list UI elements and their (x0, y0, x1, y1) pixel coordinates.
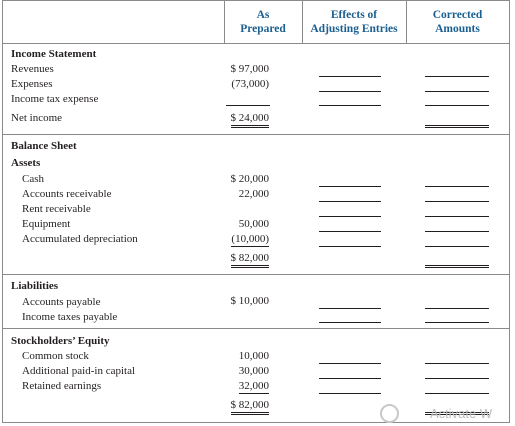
section-divider (3, 274, 509, 275)
corrected-blank[interactable] (425, 308, 489, 309)
revenues-label: Revenues (11, 63, 54, 75)
expenses-amount: (73,000) (231, 78, 269, 90)
corrected-blank[interactable] (425, 246, 489, 247)
cash-amount: $ 20,000 (230, 173, 269, 185)
accounts-receivable-label: Accounts receivable (22, 188, 112, 200)
header-divider (3, 43, 509, 44)
common-stock-amount: 10,000 (238, 350, 269, 362)
net-income-amount: $ 24,000 (231, 112, 270, 128)
corrected-blank[interactable] (425, 91, 489, 92)
worksheet-table (2, 0, 510, 423)
adjustment-blank[interactable] (319, 216, 381, 217)
adjustment-blank[interactable] (319, 393, 381, 394)
activation-watermark: Activate W (430, 406, 493, 421)
additional-paid-in-capital-amount: 30,000 (238, 365, 269, 377)
section-divider (3, 134, 509, 135)
total-assets-amount: $ 82,000 (231, 252, 270, 268)
equipment-label: Equipment (22, 218, 71, 230)
corrected-total-blank[interactable] (425, 125, 489, 128)
adjustment-blank[interactable] (319, 378, 381, 379)
total-liabilities-equity-amount: $ 82,000 (231, 399, 270, 415)
column-header-as-prepared: As Prepared (240, 9, 286, 35)
corrected-blank[interactable] (425, 186, 489, 187)
liabilities-heading: Liabilities (11, 280, 59, 292)
revenues-amount: $ 97,000 (230, 63, 269, 75)
adjustment-blank[interactable] (319, 105, 381, 106)
adjustment-blank[interactable] (319, 231, 381, 232)
adjustment-blank[interactable] (319, 308, 381, 309)
cash-label: Cash (22, 173, 44, 185)
net-income-label: Net income (11, 112, 63, 124)
accounts-payable-amount: $ 10,000 (230, 295, 269, 307)
balance-sheet-heading: Balance Sheet (11, 140, 77, 152)
income-statement-heading: Income Statement (11, 48, 97, 60)
common-stock-label: Common stock (22, 350, 89, 362)
assets-heading: Assets (11, 157, 41, 169)
income-tax-label: Income tax expense (11, 93, 99, 105)
corrected-blank[interactable] (425, 322, 489, 323)
retained-earnings-label: Retained earnings (22, 380, 102, 392)
adjustment-blank[interactable] (319, 91, 381, 92)
accounts-payable-label: Accounts payable (22, 296, 101, 308)
column-header-effects: Effects of Adjusting Entries (310, 9, 398, 35)
additional-paid-in-capital-label: Additional paid-in capital (22, 365, 136, 377)
income-tax-underline (226, 105, 270, 106)
adjustment-blank[interactable] (319, 246, 381, 247)
expenses-label: Expenses (11, 78, 53, 90)
rent-receivable-label: Rent receivable (22, 203, 91, 215)
corrected-blank[interactable] (425, 201, 489, 202)
corrected-blank[interactable] (425, 216, 489, 217)
accounts-receivable-amount: 22,000 (238, 188, 269, 200)
corrected-blank[interactable] (425, 363, 489, 364)
corrected-blank[interactable] (425, 231, 489, 232)
corrected-blank[interactable] (425, 393, 489, 394)
equipment-amount: 50,000 (238, 218, 269, 230)
adjustment-blank[interactable] (319, 363, 381, 364)
corrected-blank[interactable] (425, 76, 489, 77)
accumulated-depreciation-amount: (10,000) (231, 233, 269, 245)
section-divider (3, 328, 509, 329)
accumulated-depreciation-label: Accumulated depreciation (22, 233, 138, 245)
adjustment-blank[interactable] (319, 186, 381, 187)
adjustment-blank[interactable] (319, 201, 381, 202)
income-taxes-payable-label: Income taxes payable (22, 311, 118, 323)
corrected-blank[interactable] (425, 378, 489, 379)
corrected-blank[interactable] (425, 105, 489, 106)
column-header-corrected: Corrected Amounts (432, 9, 483, 35)
windows-logo-icon (380, 404, 399, 423)
stockholders-equity-heading: Stockholders’ Equity (11, 335, 110, 347)
corrected-total-blank[interactable] (425, 265, 489, 268)
adjustment-blank[interactable] (319, 322, 381, 323)
retained-earnings-amount: 32,000 (238, 380, 269, 392)
adjustment-blank[interactable] (319, 76, 381, 77)
